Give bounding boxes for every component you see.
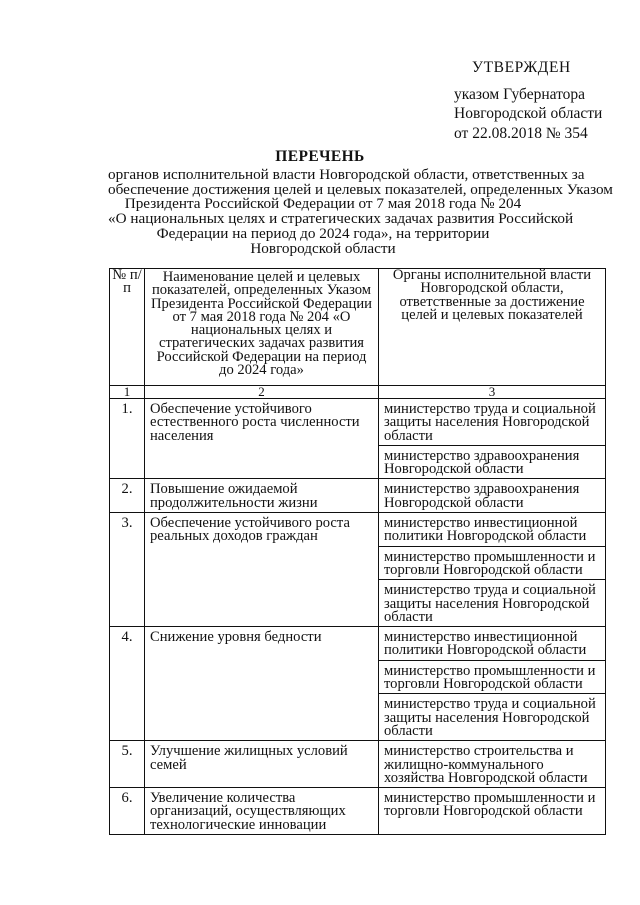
column-number: 1	[110, 386, 145, 399]
row-goal: Повышение ожидаемой продолжительности жизни	[145, 479, 379, 513]
authority-item: министерство промышленности и торговли Новгородской области	[379, 546, 605, 580]
table-row	[110, 479, 606, 513]
approved-label: УТВЕРЖДЕН	[472, 59, 571, 76]
header-number: № п/п	[110, 269, 145, 386]
row-number: 6.	[110, 788, 145, 835]
column-number-row	[110, 386, 606, 399]
row-number: 3.	[110, 513, 145, 627]
authority-item: министерство здравоохранения Новгородской области	[379, 445, 605, 479]
column-number: 2	[145, 386, 379, 399]
header-goals: Наименование целей и целевых показателей, определенных Указом Президента Российской Федерации от 7 мая 2018 года № 204 «О национальных целях и стратегических задачах развития Российской Федерации на период до 2024 года»	[145, 269, 379, 386]
column-number: 3	[379, 386, 606, 399]
approval-stamp	[454, 58, 634, 143]
subtitle-line: обеспечение достижения целей и целевых показателей, определенных Указом	[108, 180, 613, 198]
table-row	[110, 627, 606, 741]
row-authorities	[379, 627, 606, 741]
subtitle-line: Федерации на период до 2024 года», на территории	[156, 224, 490, 242]
authority-item: министерство промышленности и торговли Новгородской области	[384, 790, 596, 820]
authority-item: министерство промышленности и торговли Новгородской области	[379, 660, 605, 694]
document-subtitle	[108, 166, 613, 257]
row-goal: Улучшение жилищных условий семей	[145, 741, 379, 788]
row-goal: Обеспечение устойчивого естественного роста численности населения	[145, 399, 379, 479]
row-authorities	[379, 741, 606, 788]
header-authorities: Органы исполнительной власти Новгородской области, ответственные за достижение целей и целевых показателей	[379, 269, 606, 386]
row-authorities	[379, 399, 606, 479]
authority-item: министерство труда и социальной защиты населения Новгородской области	[384, 401, 596, 444]
approval-line-2: Новгородской области	[454, 105, 603, 122]
authority-item: министерство здравоохранения Новгородской области	[384, 481, 580, 511]
authority-item: министерство строительства и жилищно-коммунального хозяйства Новгородской области	[384, 743, 588, 786]
responsibility-table	[109, 268, 606, 835]
table-row	[110, 399, 606, 479]
authority-item: министерство инвестиционной политики Новгородской области	[384, 629, 587, 659]
row-goal: Снижение уровня бедности	[145, 627, 379, 741]
row-authorities	[379, 479, 606, 513]
row-authorities	[379, 788, 606, 835]
row-number: 2.	[110, 479, 145, 513]
approval-line-1: указом Губернатора	[454, 85, 586, 103]
subtitle-line: Новгородской области	[250, 239, 396, 257]
table-row	[110, 741, 606, 788]
document-title: ПЕРЕЧЕНЬ	[275, 148, 365, 165]
authority-item: министерство труда и социальной защиты населения Новгородской области	[379, 579, 605, 626]
authority-item: министерство труда и социальной защиты населения Новгородской области	[379, 693, 605, 740]
approval-line-3: от 22.08.2018 № 354	[454, 124, 588, 142]
table-row	[110, 513, 606, 627]
row-number: 4.	[110, 627, 145, 741]
row-number: 1.	[110, 399, 145, 479]
row-goal: Обеспечение устойчивого роста реальных доходов граждан	[145, 513, 379, 627]
subtitle-line: органов исполнительной власти Новгородской области, ответственных за	[108, 166, 585, 183]
row-number: 5.	[110, 741, 145, 788]
subtitle-line: Президента Российской Федерации от 7 мая 2018 года № 204	[124, 195, 522, 213]
subtitle-line: «О национальных целях и стратегических задачах развития Российской	[108, 210, 574, 228]
row-authorities	[379, 513, 606, 627]
row-goal: Увеличение количества организаций, осуществляющих технологические инновации	[145, 788, 379, 835]
table-row	[110, 788, 606, 835]
authority-item: министерство инвестиционной политики Новгородской области	[384, 515, 587, 545]
table-header-row	[110, 269, 606, 386]
